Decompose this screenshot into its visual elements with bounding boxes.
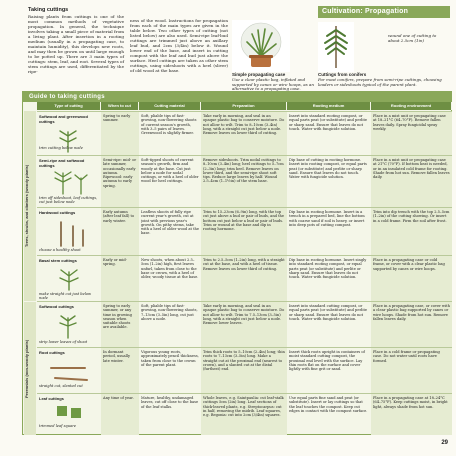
table-row bbox=[37, 255, 452, 301]
row-medium: Insert thick roots upright in containers of moist standard cutting compost, the proximal end level with the surface. Lay thin roots flat on the surface and cover lightly with fine grit or sand. bbox=[289, 350, 365, 372]
table-row bbox=[37, 155, 452, 207]
row-type: Basal stem cuttings bbox=[39, 258, 77, 263]
section-title: Cultivation: Propagation bbox=[322, 8, 409, 15]
row-type: Softwood cuttings bbox=[39, 304, 74, 309]
basal-stem-cutting-illustration bbox=[41, 266, 95, 292]
row-preparation: Whole leaves, e.g. Saintpaulia: cut leaf-stalk cuttings 5cm (2in) long. Leaf sections of thick-leaved plants, e.g. Streptocarpus: cut in half, removing the midrib. Leaf squares, e.g. Begonia: cut into 2cm (3/4in) squares. bbox=[201, 394, 287, 435]
row-when: Spring to early summer, or any time in growing season when suitable shoots are available. bbox=[101, 302, 139, 347]
intro-column-1 bbox=[28, 8, 124, 74]
row-preparation: Trim thick roots to 5–10cm (2–4in) long; thin roots to 7–13cm (3–5in) long. Make a straight cut at the proximal end (nearest to crown), and a slanted cut at the distal (furthest) end. bbox=[201, 348, 287, 393]
propagating-case-caption: Simple propagating case Use a clear plastic bag, inflated and supported by canes or wire hoops, as an alternative to a propagating case. bbox=[232, 73, 318, 92]
row-preparation: Trim to 2.5–5cm (1–2in) long, with a straight cut at the base, and with a heel of tissue. Remove leaves on lower third of cutting. bbox=[201, 256, 287, 301]
row-material: Leafless shoots of fully ripe current year's growth, cut at joint with previous year's growth. On pithy stems, take with a heel of older wood at the base. bbox=[141, 210, 199, 236]
plant-in-bag-illustration bbox=[232, 20, 290, 72]
table-row bbox=[37, 393, 452, 435]
conifer-wound-note: wound one of cutting to about 2.5cm (1in) bbox=[388, 33, 437, 43]
row-material: Soft-tipped shoots of current season's growth, firm and woody at the base. Cut just below a node for nodal cuttings, or with a heel of older wood for heel cuttings. bbox=[141, 158, 199, 184]
column-header-material: Cutting material bbox=[139, 102, 201, 110]
row-note: trim off sideshoot, leaf cuttings, cut just below node bbox=[39, 196, 98, 205]
row-type: Hardwood cuttings bbox=[39, 210, 76, 215]
propagating-case-photo bbox=[232, 20, 290, 72]
row-medium: Dip base of cutting in rooting hormone. Insert into rooting compost, or equal parts peat (or substitute) and perlite or sharp sand. Ensure that leaves do not touch. Water with fungicide solution. bbox=[289, 158, 367, 180]
conifer-caption-title: Cuttings from conifers bbox=[318, 72, 367, 77]
row-preparation: Take early in morning, and seal in an opaque plastic bag to conserve moisture. Do not allow to wilt. Trim to 7.5–13cm (3–5in) long, with a straight cut just below a node. Remove lower leaves. bbox=[201, 302, 287, 347]
intro-title: Taking cuttings bbox=[28, 7, 69, 13]
row-when: Spring to early summer. bbox=[101, 112, 139, 155]
row-note: strip lower leaves of shoot bbox=[39, 340, 88, 344]
row-medium: Dip base in rooting hormone. Insert in a trench in a prepared bed, line the bottom with coarse sand if soil is heavy, or insert into deep pots of cutting compost. bbox=[289, 210, 365, 227]
row-medium: Insert into standard rooting compost, or equal parts peat (or substitute) and perlite or sharp sand. Ensure that leaves do not touch. Water with fungicide solution. bbox=[289, 114, 368, 131]
row-material: Soft, pliable tips of fast-growing, non-flowering shoots of current season's growth, with 3–5 pairs of leaves. Greenwood is slightly firmer. bbox=[141, 114, 197, 136]
root-cutting-illustration bbox=[41, 360, 95, 386]
guide-title: Guide to taking cuttings bbox=[23, 92, 451, 102]
row-environment: Place in a propagating case at 18–24°C (64–75°F). Keep cuttings moist, in bright light, always shade from hot sun. bbox=[371, 394, 452, 435]
intro-column-2 bbox=[130, 18, 228, 73]
hardwood-cutting-illustration bbox=[41, 220, 95, 248]
row-medium: Dip base in rooting hormone. Insert singly into standard rooting compost, or equal parts peat (or substitute) and perlite or sharp sand. Ensure that leaves do not touch. Water with fungicide solution. bbox=[289, 258, 367, 280]
semi-ripe-cutting-illustration bbox=[41, 170, 95, 196]
column-header-when: When to cut bbox=[101, 102, 139, 110]
row-environment: Place in a propagating case or cold frame, or cover with a clear plastic bag supported by canes or wire hoops. bbox=[371, 256, 452, 301]
column-header-medium: Rooting medium bbox=[287, 102, 371, 110]
propagating-case-caption-title: Simple propagating case bbox=[232, 72, 286, 77]
row-medium: Use equal parts fine sand and peat (or substitute). Insert or lay cuttings so that the leaf touches the compost. Keep cut edges in contact with the compost surface. bbox=[289, 396, 368, 413]
column-header-preparation: Preparation bbox=[201, 102, 287, 110]
row-when: Any time of year. bbox=[101, 394, 139, 435]
table-row bbox=[37, 301, 452, 347]
row-when: Early autumn (after leaf fall) to early winter. bbox=[101, 208, 139, 255]
intro-text-2: ness of the wood. Instructions for propagation from each of the main types are given in the table below. Two other types of cutting (not listed below) are also used. Semi-ripe leaf-bud cuttings are trimmed just above an axillary leaf bud, and 2cm (3/4in) below it. Wound lower end of the base, and insert in cutting compost with the leaf and bud just above the surface. Heel cuttings are taken as other stem cuttings, using sideshoots with a heel (sliver) of old wood at the base. bbox=[130, 18, 228, 73]
row-type: Semi-ripe and softwood cuttings bbox=[39, 158, 85, 168]
row-material: Soft, pliable tips of fast-growing, non-flowering shoots, 7–13cm (3–5in) long, cut just above a node. bbox=[141, 304, 198, 321]
row-environment: Trim into dip trench with the top 2.5–5cm (1–2in) of the cutting showing. Or insert in a cold frame. Firm the soil after frost. bbox=[371, 208, 452, 255]
row-when: Semi-ripe: mid- or late summer, occasionally early autumn. Ripewood: early autumn to early spring. bbox=[101, 156, 139, 207]
row-environment: Place in a cold frame or propagating case. Do not water until roots have formed. bbox=[371, 348, 452, 393]
row-type: Softwood and greenwood cuttings bbox=[39, 114, 88, 124]
table-row bbox=[37, 207, 452, 255]
row-note: choose a healthy shoot bbox=[39, 248, 81, 252]
row-preparation: Trim to 15–23cm (6–9in) long, with the top cut just above a bud or pair of buds, and the bottom cut just below a bud or pair of buds. Trim or wound at the base and dip in rooting hormone. bbox=[201, 208, 287, 255]
conifer-caption: Cuttings from conifers For most conifers, prepare from semi-ripe cuttings, choosing leaders or sideshoots typical of the parent plant. bbox=[318, 73, 448, 87]
row-when: Early or mid-spring. bbox=[101, 256, 139, 301]
row-preparation: Remove sideshoots. Trim nodal cuttings to 8–10cm (3–4in) long; heel cuttings to 5–7cm (2–3in) long; trim heel. Remove leaves on lower third, and the semi-ripe shoot soft tips. Reduce large leaves by half. Wound 2.5–4cm (1–1½in) of the stem base. bbox=[201, 156, 287, 207]
row-type: Root cuttings bbox=[39, 350, 65, 355]
table-row bbox=[37, 347, 452, 393]
row-preparation: Take early in morning, and seal in an opaque plastic bag to conserve moisture. Do not allow to wilt. Trim to 8–10cm (3–4in) long, with a straight cut just below a node. Remove leaves on lower third of cutting. bbox=[201, 112, 287, 155]
row-note: trimmed leaf square bbox=[39, 424, 77, 428]
cuttings-guide-table bbox=[22, 91, 452, 435]
row-type: Leaf cuttings bbox=[39, 396, 64, 401]
row-material: Vigorous young roots, approximately pencil thickness, taken from close to the crown of the parent plant. bbox=[141, 350, 199, 367]
section-header bbox=[318, 6, 450, 18]
leaf-cutting-illustration bbox=[41, 402, 95, 426]
row-material: Mature, healthy, undamaged leaves, cut off close to the base of the leaf stalks. bbox=[141, 396, 199, 409]
conifer-cutting-illustration bbox=[318, 22, 354, 72]
side-label-perennials: Perennials (non-woody plants) bbox=[24, 302, 36, 435]
column-header-environment: Rooting environment bbox=[371, 102, 452, 110]
page-number: 29 bbox=[441, 440, 448, 446]
column-header-type: Type of cutting bbox=[37, 102, 101, 110]
row-note: make straight cut just below node bbox=[39, 292, 92, 301]
row-medium: Insert into standard cutting compost, or equal parts peat (or substitute) and perlite or sharp sand. Ensure that leaves do not touch. Water with fungicide solution. bbox=[289, 304, 368, 321]
row-environment: Place in a mist unit or propagating case at 18–21°C (64–70°F). Remove fallen leaves daily. Spray fungicidal spray weekly. bbox=[371, 112, 452, 155]
row-note: straight cut, slanted cut bbox=[39, 384, 83, 388]
row-environment: Place in a propagating case, or cover with a clear plastic bag supported by canes or wire hoops. Shade from hot sun. Remove fallen leaves daily. bbox=[371, 302, 452, 347]
table-row bbox=[37, 111, 452, 155]
conifer-cuttings-photo bbox=[318, 22, 354, 72]
row-material: New shoots, when about 2.5–5cm (1–2in) high, first leaves unfurl, taken from close to the base or crown, with a heel of older, woody tissue at the base. bbox=[141, 258, 199, 280]
side-label-woody: Trees, shrubs, and climbers (woody plants) bbox=[24, 111, 36, 301]
row-note: trim cutting below node bbox=[39, 146, 83, 150]
row-when: In dormant period, usually late winter. bbox=[101, 348, 139, 393]
perennial-softwood-illustration bbox=[41, 314, 95, 340]
intro-text-1: Raising plants from cuttings is one of the most common methods of vegetative propagation. In general, the technique involves taking a small piece of material from a living plant. After insertion in a rooting medium (usually in a propagating case, to maintain humidity), this develops new roots, and may then be grown on until large enough to be potted up. There are 3 main types of cuttings: stem, leaf, and root. Several types of stem cuttings are used, differentiated by the ripe- bbox=[28, 14, 124, 74]
row-environment: Place in a mist unit or propagating case at 21°C (70°F). If bottom heat is needed, or in an insulated cold frame for rooting. Shade from hot sun. Remove fallen leaves daily. bbox=[371, 156, 452, 207]
